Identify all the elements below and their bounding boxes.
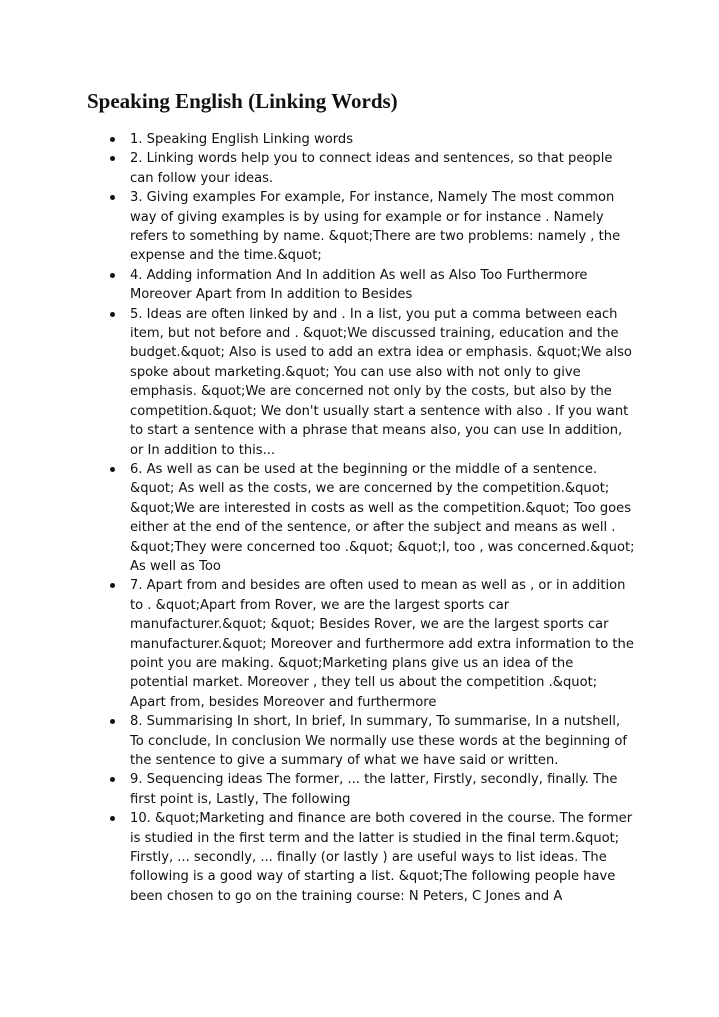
list-item-text: 8. Summarising In short, In brief, In summary, To summarise, In a nutshell, To conclude, In conclusion We normally use these words at the beginning of the sentence to give a summary of what we have said or written. — [130, 714, 627, 768]
list-item — [130, 188, 635, 266]
bullet-icon — [110, 467, 115, 472]
bullet-icon — [110, 312, 115, 317]
bullet-icon — [110, 777, 115, 782]
bullet-icon — [110, 583, 115, 588]
bullet-icon — [110, 195, 115, 200]
bullet-icon — [110, 719, 115, 724]
list-item — [130, 576, 635, 712]
list-item-text: 7. Apart from and besides are often used to mean as well as , or in addition to . &quot;Apart from Rover, we are the largest sports car manufacturer.&quot; &quot; Besides Rover, we are the largest sports car manufacturer.&quot; Moreover and furthermore add extra information to the point you are making. &quot;Marketing plans give us an idea of the potential market. Moreover , they tell us about the competition .&quot; Apart from, besides Moreover and furthermore — [130, 578, 634, 710]
list-item-text: 4. Adding information And In addition As well as Also Too Furthermore Moreover Apart from In addition to Besides — [130, 267, 588, 303]
list-item — [130, 266, 635, 305]
list-item-text: 10. &quot;Marketing and finance are both covered in the course. The former is studied in the first term and the latter is studied in the final term.&quot; Firstly, ... secondly, ... finally (or lastly ) are useful ways to list ideas. The following is a good way of starting a list. &quot;The following people have been chosen to go on the training course: N Peters, C Jones and A — [130, 811, 633, 904]
list-item — [130, 305, 635, 460]
list-item — [130, 460, 635, 576]
bullet-icon — [110, 156, 115, 161]
list-item-text: 5. Ideas are often linked by and . In a list, you put a comma between each item, but not before and . &quot;We discussed training, education and the budget.&quot; Also is used to add an extra idea or emphasis. &quot;We also spoke about marketing.&quot; You can use also with not only to give emphasis. &quot;We are concerned not only by the costs, but also by the competition.&quot; We don't usually start a sentence with also . If you want to start a sentence with a phrase that means also, you can use In addition, or In addition to this... — [130, 306, 632, 458]
list-item-text: 2. Linking words help you to connect ideas and sentences, so that people can follow your ideas. — [130, 151, 613, 186]
bullet-icon — [110, 273, 115, 278]
page-title: Speaking English (Linking Words) — [87, 89, 398, 113]
list-item-text: 1. Speaking English Linking words — [130, 132, 354, 147]
list-item — [130, 809, 635, 906]
list-item — [130, 130, 635, 149]
list-item — [130, 712, 635, 770]
list-item — [130, 149, 635, 188]
bullet-icon — [110, 816, 115, 821]
list-item-text: 3. Giving examples For example, For instance, Namely The most common way of giving examples is by using for example or for instance . Namely refers to something by name. &quot;There are two problems: namely , the expense and the time.&quot; — [130, 190, 621, 264]
list-item — [130, 770, 635, 809]
list-item-text: 9. Sequencing ideas The former, ... the latter, Firstly, secondly, finally. The first point is, Lastly, The following — [130, 772, 618, 807]
bullet-list — [130, 130, 635, 906]
list-item-text: 6. As well as can be used at the beginning or the middle of a sentence. &quot; As well as the costs, we are concerned by the competition.&quot; &quot;We are interested in costs as well as the competition.&quot; Too goes either at the end of the sentence, or after the subject and means as well . &quot;They were concerned too .&quot; &quot;I, too , was concerned.&quot; As well as Too — [130, 461, 635, 574]
bullet-icon — [110, 137, 115, 142]
